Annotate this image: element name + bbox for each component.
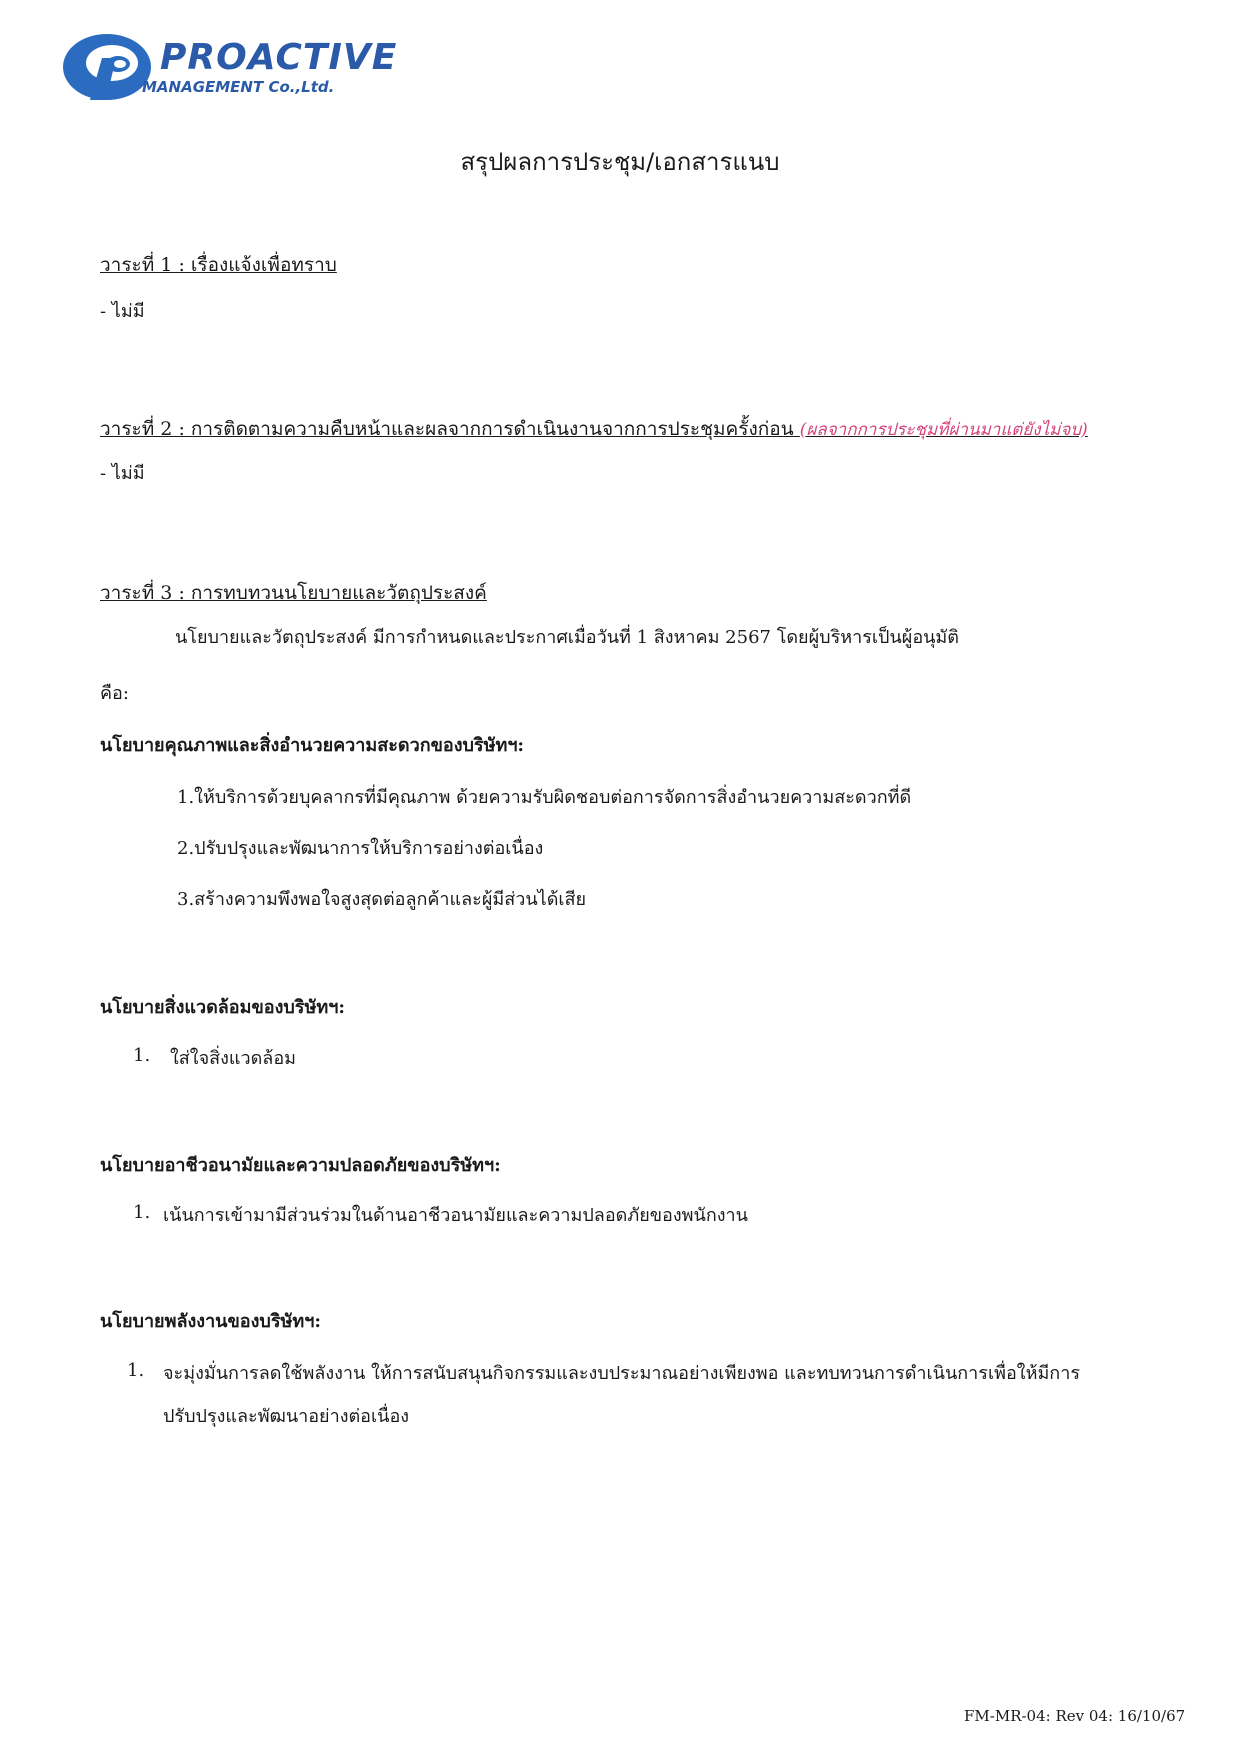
agenda-1-body: - ไม่มี: [100, 301, 145, 322]
logo-name: PROACTIVE: [160, 37, 398, 78]
agenda-2-heading-text: วาระที่ 2 : การติดตามความคืบหน้าและผลจากการดำเนินงานจากการประชุมครั้งก่อน: [100, 418, 794, 440]
company-logo: [60, 30, 398, 105]
page-title: สรุปผลการประชุม/เอกสารแนบ: [460, 148, 780, 176]
agenda-3-heading: วาระที่ 3 : การทบทวนนโยบายและวัตถุประสงค์: [100, 582, 487, 604]
document-code: FM-MR-04: Rev 04: 16/10/67: [964, 1707, 1186, 1725]
agenda-3-intro: นโยบายและวัตถุประสงค์ มีการกำหนดและประกาศเมื่อวันที่ 1 สิงหาคม 2567 โดยผู้บริหารเป็นผู้อนุมัติ: [175, 627, 959, 648]
company-logo-mark: [60, 30, 155, 105]
energy-policy-heading: นโยบายพลังงานของบริษัทฯ:: [100, 1311, 321, 1332]
quality-policy-item: 2.ปรับปรุงและพัฒนาการให้บริการอย่างต่อเนื่อง: [177, 838, 544, 859]
ohs-policy-number: 1.: [133, 1202, 151, 1223]
energy-policy-number: 1.: [127, 1360, 145, 1381]
quality-policy-item: 1.ให้บริการด้วยบุคลากรที่มีคุณภาพ ด้วยความรับผิดชอบต่อการจัดการสิ่งอำนวยความสะดวกที่ดี: [177, 787, 912, 808]
logo-subtitle: MANAGEMENT Co.,Ltd.: [142, 78, 335, 96]
agenda-2-note: (ผลจากการประชุมที่ผ่านมาแต่ยังไม่จบ): [799, 420, 1088, 440]
env-policy-item: ใส่ใจสิ่งแวดล้อม: [170, 1048, 296, 1069]
ohs-policy-item: เน้นการเข้ามามีส่วนร่วมในด้านอาชีวอนามัยและความปลอดภัยของพนักงาน: [163, 1205, 748, 1226]
ohs-policy-heading: นโยบายอาชีวอนามัยและความปลอดภัยของบริษัทฯ:: [100, 1155, 501, 1176]
agenda-2-heading: [100, 414, 1088, 444]
agenda-2-body: - ไม่มี: [100, 463, 145, 484]
env-policy-number: 1.: [133, 1045, 151, 1066]
energy-policy-item-line1: จะมุ่งมั่นการลดใช้พลังงาน ให้การสนับสนุนกิจกรรมและงบประมาณอย่างเพียงพอ และทบทวนการดำเนินการเพื่อให้มีการ: [163, 1363, 1080, 1384]
env-policy-heading: นโยบายสิ่งแวดล้อมของบริษัทฯ:: [100, 997, 345, 1018]
quality-policy-item: 3.สร้างความพึงพอใจสูงสุดต่อลูกค้าและผู้มีส่วนได้เสีย: [177, 889, 587, 910]
agenda-3-lead: คือ:: [100, 683, 129, 704]
quality-policy-heading: นโยบายคุณภาพและสิ่งอำนวยความสะดวกของบริษัทฯ:: [100, 735, 525, 756]
energy-policy-item-line2: ปรับปรุงและพัฒนาอย่างต่อเนื่อง: [163, 1406, 410, 1427]
agenda-1-heading: วาระที่ 1 : เรื่องแจ้งเพื่อทราบ: [100, 254, 337, 276]
